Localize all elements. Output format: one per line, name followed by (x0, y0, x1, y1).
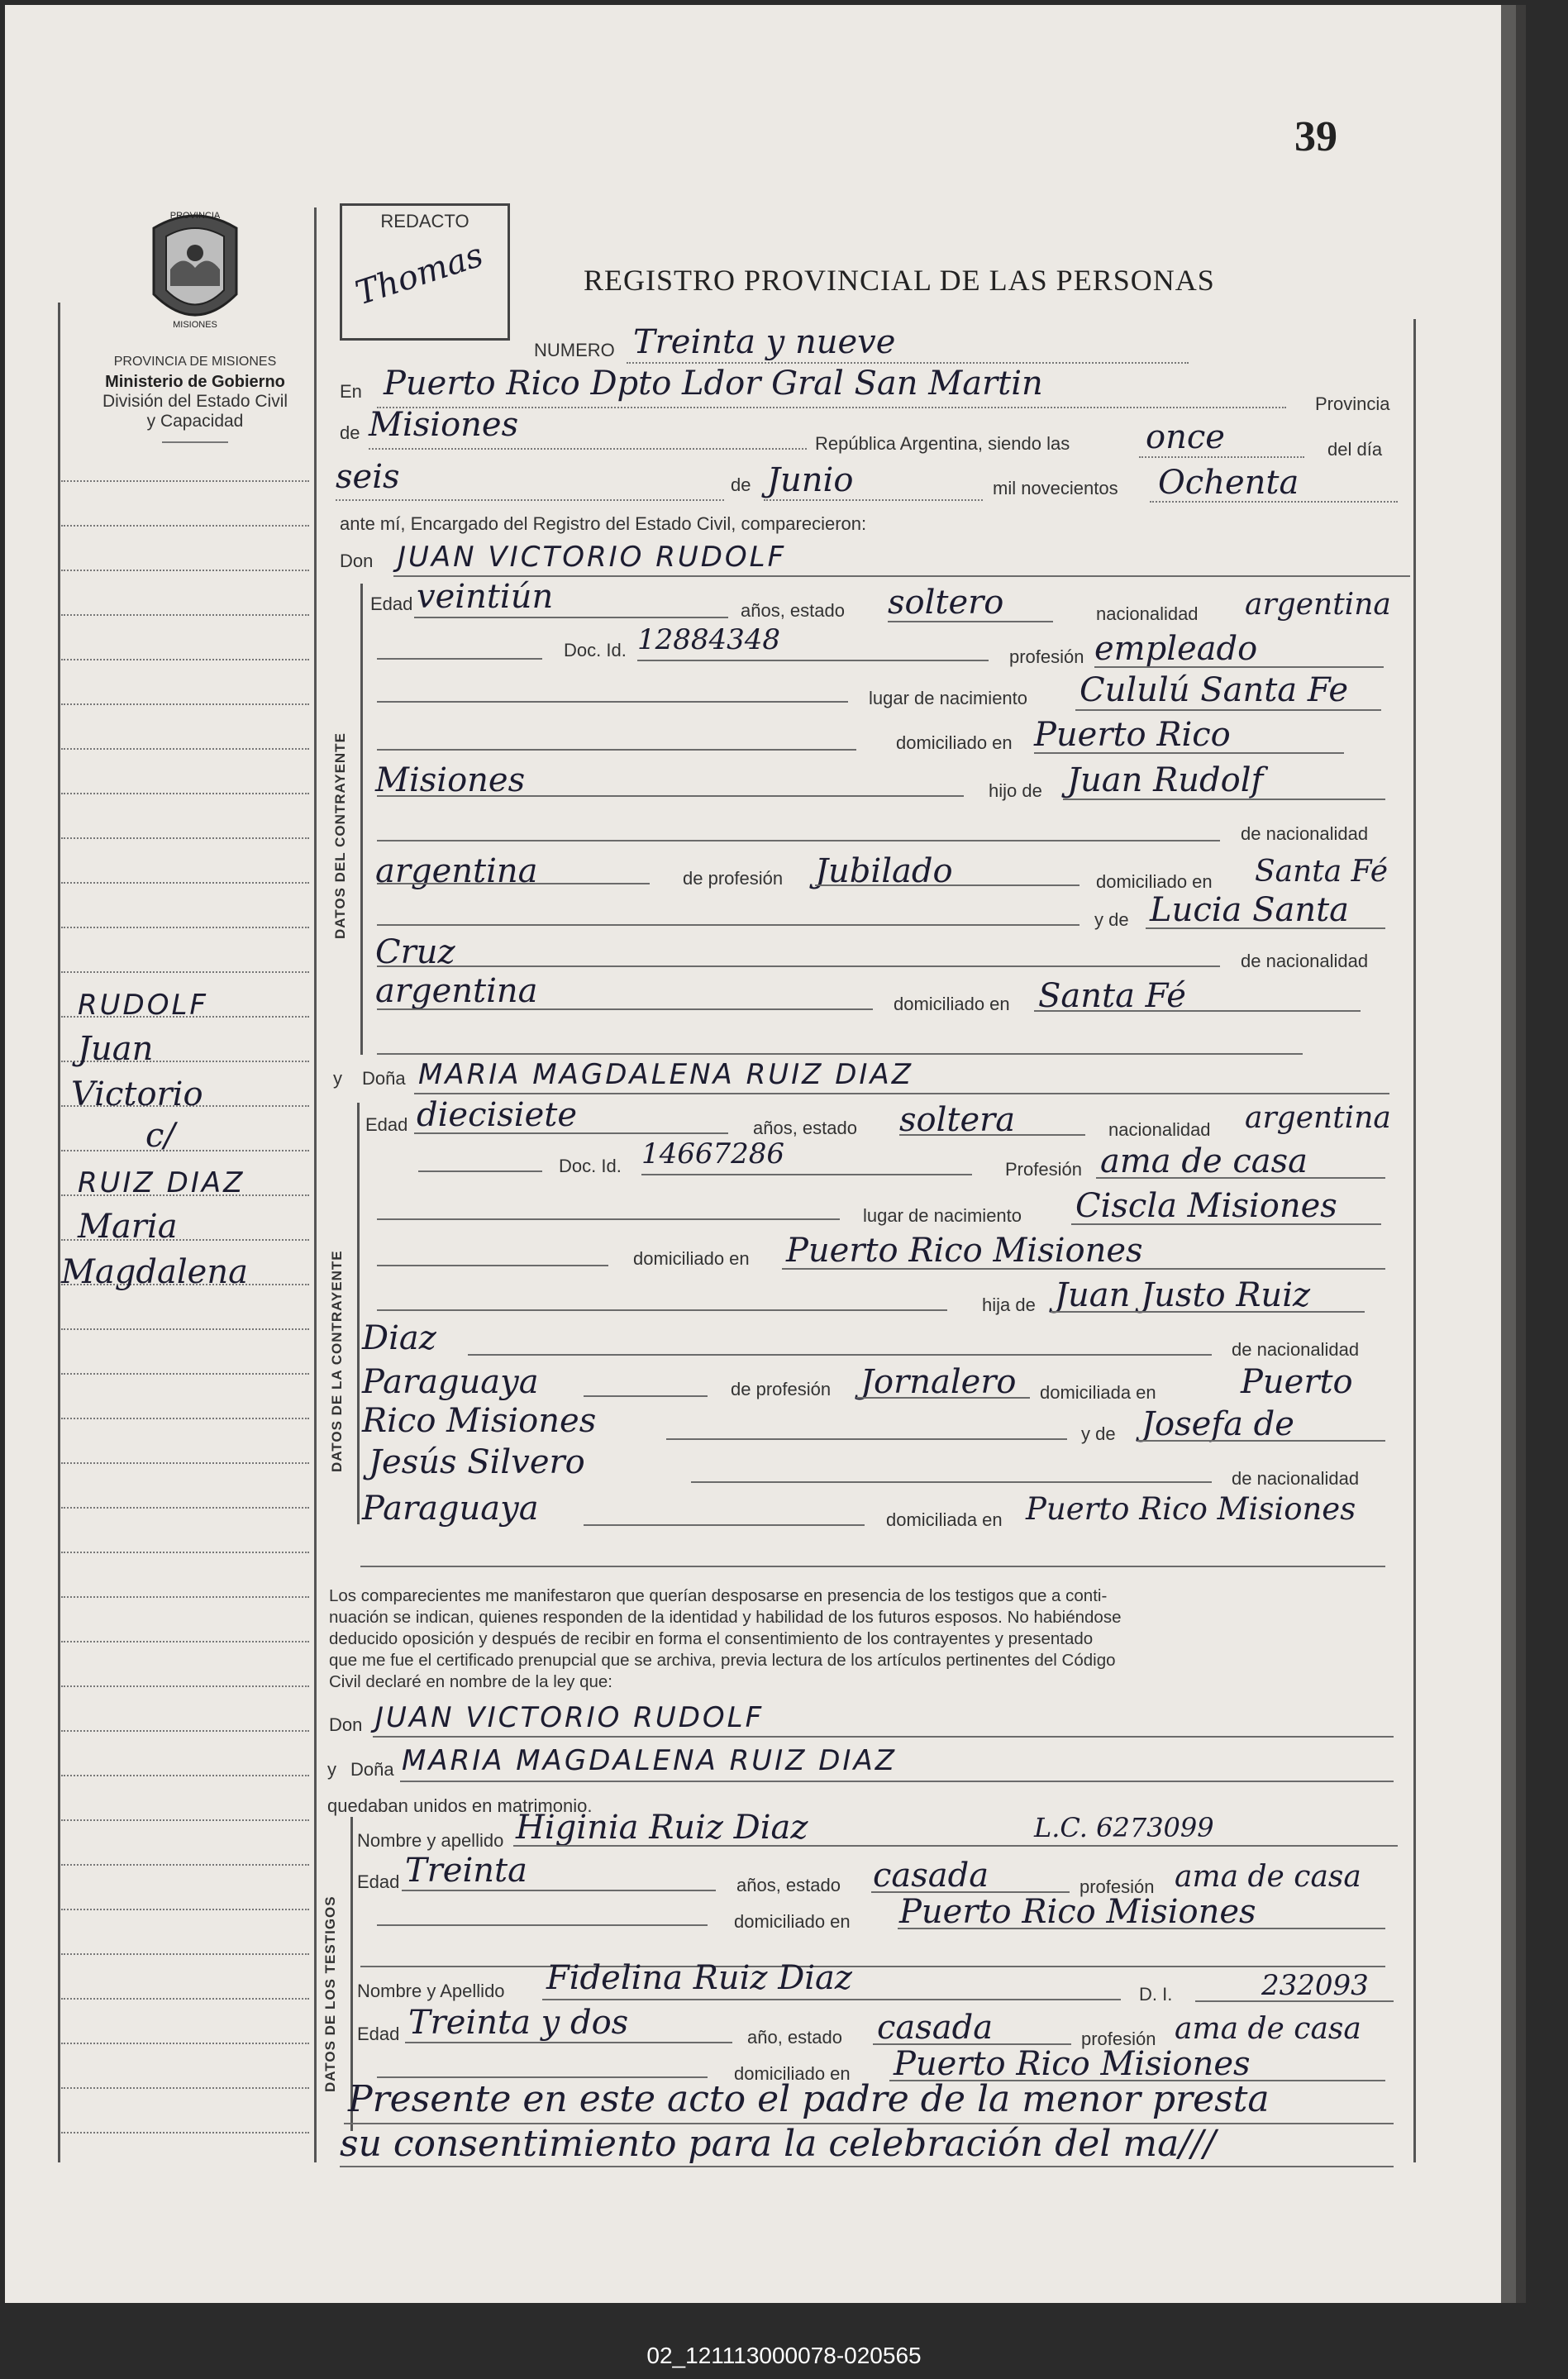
padre-nac-line-2 (584, 1395, 708, 1397)
dom-line-1 (1034, 752, 1344, 754)
de-value: Misiones (369, 406, 519, 444)
declaration-line1: Los comparecientes me manifestaron que querían desposarse en presencia de los testigos que a conti- (329, 1586, 1108, 1605)
padre2-line-2 (468, 1354, 1212, 1356)
padre-dom2-line-2 (666, 1438, 1067, 1440)
t1-nombre-label: Nombre y apellido (357, 1830, 504, 1851)
margin-rule (61, 1909, 309, 1910)
doc-line-2 (641, 1174, 972, 1175)
numero-value: Treinta y nueve (633, 323, 896, 361)
contrayente-padre-nac: argentina (375, 852, 538, 890)
dom-pre-line-1 (377, 749, 856, 751)
t2-doc-line (1195, 2000, 1394, 2002)
contrayenta-prof: ama de casa (1100, 1142, 1308, 1180)
nac-label-2: nacionalidad (1108, 1119, 1211, 1140)
margin-left-border (58, 303, 60, 2162)
t1-nombre-line (513, 1845, 1398, 1847)
dom-label-1: domiciliado en (896, 732, 1013, 753)
contrayente-dom: Puerto Rico (1034, 716, 1231, 754)
padre-prof-line-2 (856, 1397, 1030, 1399)
de-label: de (340, 422, 360, 443)
consent-note-line2: su consentimiento para la celebración del ma/// (340, 2123, 1216, 2165)
redacto-stamp (340, 203, 510, 341)
contrayente-padre-prof: Jubilado (815, 852, 953, 890)
contrayente-madre: Lucia Santa (1150, 891, 1350, 929)
republica-label: República Argentina, siendo las (815, 433, 1070, 454)
t2-nombre-value: Fidelina Ruiz Diaz (546, 1959, 852, 1997)
contrayenta-padre-dom: Puerto (1241, 1363, 1353, 1401)
t1-estado-value: casada (873, 1857, 989, 1895)
margin-conjunction: c/ (145, 1117, 175, 1155)
margin-rule (61, 703, 309, 705)
margin-rule (61, 570, 309, 571)
t1-anios-label: años, estado (736, 1875, 841, 1895)
form-right-border (1413, 319, 1416, 2162)
contrayenta-padre-2: Diaz (362, 1319, 436, 1357)
contrayenta-madre-2: Jesús Silvero (369, 1443, 585, 1481)
madre-nac-line-1 (377, 1008, 873, 1010)
padre-prof-line-1 (815, 884, 1079, 886)
margin-rule (61, 1150, 309, 1151)
t1-prof-label: profesión (1079, 1876, 1155, 1897)
del-dia-label: del día (1327, 439, 1383, 460)
declaration-paragraph (329, 1585, 1399, 1693)
nac-label-1: nacionalidad (1096, 603, 1199, 624)
numero-label: NUMERO (534, 340, 615, 360)
edad-line-2 (414, 1132, 728, 1134)
margin-rule (61, 2087, 309, 2089)
margin-name-1b: Victorio (71, 1075, 203, 1113)
margin-name-1a: Juan (78, 1030, 154, 1068)
lugar-line-2 (1071, 1223, 1381, 1225)
y-label-2: y (333, 1068, 342, 1089)
anios-label-1: años, estado (741, 600, 845, 621)
estado-line-2 (899, 1134, 1085, 1136)
stamp-signature: Thomas (350, 236, 489, 313)
t1-dom-pre-line (377, 1924, 708, 1926)
margin-rule (61, 1641, 309, 1642)
t2-dom-value: Puerto Rico Misiones (894, 2045, 1251, 2083)
margin-rule (61, 659, 309, 660)
declaration-line5: Civil declaré en nombre de la ley que: (329, 1672, 612, 1691)
doc-label-1: Doc. Id. (564, 640, 627, 660)
contrayente-madre-nac: argentina (375, 972, 538, 1010)
t2-nombre-line (542, 1999, 1121, 2000)
margin-rule (61, 1462, 309, 1464)
t2-doc-value: 232093 (1261, 1969, 1369, 2002)
madre-dom-label-2: domiciliada en (886, 1509, 1003, 1530)
margin-rule (61, 1373, 309, 1375)
lugar-line-1 (1075, 709, 1381, 711)
margin-surname-1: RUDOLF (78, 989, 208, 1022)
madre-line-2 (1137, 1440, 1385, 1442)
contrayenta-dom: Puerto Rico Misiones (786, 1232, 1143, 1270)
contrayenta-edad: diecisiete (417, 1096, 578, 1134)
agency-block (63, 352, 327, 443)
contrayenta-estado: soltera (899, 1101, 1016, 1139)
deprof-label-2: de profesión (731, 1379, 832, 1399)
contrayenta-padre-prof: Jornalero (860, 1363, 1017, 1401)
edad-label-1: Edad (370, 594, 413, 614)
padre-cont-line-1 (377, 840, 1220, 841)
t1-dom-line (898, 1928, 1385, 1929)
margin-rule (61, 1953, 309, 1955)
contrayenta-madre: Josefa de (1141, 1405, 1294, 1443)
margin-name-2b: Magdalena (61, 1253, 248, 1291)
contrayente-doc: 12884348 (637, 623, 781, 656)
margin-rule (61, 1819, 309, 1821)
madre-nac-line-2 (584, 1524, 865, 1526)
contrayenta-padre-nac: Paraguaya (362, 1363, 539, 1401)
padre-dom-label-1: domiciliado en (1096, 871, 1213, 892)
anios-label-2: años, estado (753, 1118, 857, 1138)
contrayenta-end-line (360, 1566, 1385, 1567)
decl-don-label: Don (329, 1714, 363, 1735)
don-line (393, 575, 1410, 577)
margin-rule (61, 1596, 309, 1598)
contrayenta-nac: argentina (1245, 1101, 1391, 1135)
anio-value: Ochenta (1158, 464, 1299, 502)
madre-dom-line-1 (1034, 1010, 1361, 1012)
decl-dona-line (400, 1781, 1394, 1782)
testigos-mid-line (360, 1966, 1385, 1967)
hijo-label: hijo de (989, 780, 1042, 801)
anio-line (1150, 501, 1398, 503)
edad-line-1 (414, 617, 728, 618)
margin-rule (61, 1685, 309, 1687)
madre-pre-line-1 (377, 924, 1079, 926)
t2-prof-label: profesión (1081, 2029, 1156, 2049)
dom-line-2 (782, 1268, 1385, 1270)
yde-label-1: y de (1094, 909, 1129, 930)
declaration-line3: deducido oposición y después de recibir en forma el consentimiento de los contrayentes y presentado (329, 1629, 1094, 1648)
lugar-label-1: lugar de nacimiento (869, 688, 1028, 708)
contrayente-estado: soltero (888, 584, 1004, 622)
margin-rule (61, 1998, 309, 2000)
declaration-line2: nuación se indican, quienes responden de la identidad y habilidad de los futuros esposos. No habiéndose (329, 1608, 1122, 1627)
doc-label-2: Doc. Id. (559, 1156, 622, 1176)
dia-line (336, 499, 724, 501)
t2-edad-label: Edad (357, 2024, 400, 2044)
t2-anios-label: año, estado (747, 2027, 842, 2048)
stamp-label: REDACTO (380, 211, 469, 231)
t2-edad-line (405, 2042, 732, 2043)
margin-rule (61, 1507, 309, 1509)
margin-rule (61, 480, 309, 482)
dona-line (414, 1093, 1389, 1094)
lugar-pre-line-2 (377, 1218, 840, 1220)
prof-label-2: Profesión (1005, 1159, 1082, 1180)
contrayente-end-line (377, 1053, 1303, 1055)
contrayenta-doc: 14667286 (641, 1137, 785, 1170)
contrayenta-lugar: Ciscla Misiones (1075, 1187, 1337, 1225)
dom-label-2: domiciliado en (633, 1248, 750, 1269)
decl-y-label: y (327, 1759, 336, 1780)
margin-rule (61, 1328, 309, 1330)
testigos-section-label: DATOS DE LOS TESTIGOS (322, 1895, 338, 2092)
prof-line-1 (1094, 666, 1384, 668)
hora-line (1139, 456, 1304, 458)
ante-label: ante mí, Encargado del Registro del Estado Civil, comparecieron: (340, 513, 867, 534)
margin-rule (61, 1730, 309, 1732)
dia-value: seis (336, 458, 400, 496)
margin-rule (61, 1418, 309, 1419)
t2-edad-value: Treinta y dos (408, 2004, 629, 2042)
document-title: REGISTRO PROVINCIAL DE LAS PERSONAS (584, 264, 1215, 297)
contrayente-prof: empleado (1094, 630, 1258, 668)
margin-rule (61, 971, 309, 973)
note-line2-rule (340, 2166, 1394, 2167)
agency-line1: PROVINCIA DE MISIONES (113, 355, 277, 369)
margin-rule (61, 2132, 309, 2133)
dona-label: Doña (362, 1068, 406, 1089)
lugar-label-2: lugar de nacimiento (863, 1205, 1022, 1226)
de-line (369, 448, 807, 450)
contrayente-edad: veintiún (417, 578, 554, 616)
contrayenta-section-label: DATOS DE LA CONTRAYENTE (329, 1250, 345, 1472)
t2-prof-value: ama de casa (1175, 2012, 1361, 2046)
contrayente-madre-2: Cruz (375, 933, 455, 971)
t1-prof-value: ama de casa (1175, 1860, 1361, 1894)
t2-estado-value: casada (877, 2009, 994, 2047)
hija-label: hija de (982, 1294, 1036, 1315)
decl-don-line (373, 1736, 1394, 1738)
contrayenta-padre: Juan Justo Ruiz (1055, 1276, 1311, 1314)
margin-rule (61, 2043, 309, 2044)
estado-line-1 (888, 621, 1053, 622)
madre-dom-label-1: domiciliado en (894, 994, 1010, 1014)
provincia-label: Provincia (1315, 393, 1390, 414)
declaration-line4: que me fue el certificado prenupcial que se archiva, previa lectura de los artículos pertinentes del Código (329, 1651, 1116, 1670)
contrayente-nac: argentina (1245, 588, 1391, 622)
contrayenta-bracket (357, 1103, 360, 1524)
decl-quedaban: quedaban unidos en matrimonio. (327, 1795, 593, 1816)
margin-rule (61, 882, 309, 884)
t1-lc-value: L.C. 6273099 (1034, 1812, 1214, 1843)
t2-dom-label: domiciliado en (734, 2063, 851, 2084)
doc-pre-line-1 (377, 658, 542, 660)
margin-rule (61, 614, 309, 616)
contrayente-name: JUAN VICTORIO RUDOLF (398, 541, 787, 574)
contrayente-bracket (360, 584, 363, 1055)
dom2-line-1 (377, 795, 964, 797)
contrayente-padre-dom: Santa Fé (1255, 855, 1388, 889)
register-page (5, 5, 1501, 2303)
margin-rule (61, 793, 309, 794)
deprof-label-1: de profesión (683, 868, 784, 889)
t1-edad-value: Treinta (405, 1852, 527, 1890)
hija-pre-line (377, 1309, 947, 1311)
decl-don-value: JUAN VICTORIO RUDOLF (375, 1701, 765, 1734)
yde-label-2: y de (1081, 1423, 1116, 1444)
padre-dom-label-2: domiciliada en (1040, 1382, 1156, 1403)
margin-right-border (314, 207, 317, 2162)
contrayenta-madre-nac: Paraguaya (362, 1490, 539, 1528)
dom-pre-line-2 (377, 1265, 608, 1266)
lugar-pre-line-1 (377, 701, 848, 703)
agency-line4: y Capacidad (146, 412, 244, 431)
agency-line3: División del Estado Civil (102, 392, 288, 411)
madre2-line-1 (377, 965, 1220, 967)
prof-line-2 (1096, 1177, 1385, 1179)
padre-nac-line-1 (377, 883, 650, 884)
padre-line-1 (1063, 799, 1385, 800)
page-number: 39 (1294, 113, 1337, 160)
decl-dona-label: Doña (350, 1759, 394, 1780)
contrayente-padre: Juan Rudolf (1067, 761, 1264, 799)
t2-nombre-label: Nombre y Apellido (357, 1981, 505, 2001)
crest-bottom-text: MISIONES (173, 320, 217, 330)
provincial-crest-icon (137, 203, 253, 336)
madre-nac-label-1: de nacionalidad (1241, 951, 1369, 971)
numero-line (627, 362, 1189, 364)
margin-rule (61, 1552, 309, 1553)
t1-edad-line (402, 1890, 716, 1891)
image-caption: 02_121113000078-020565 (646, 2343, 922, 2368)
denac-label-1: de nacionalidad (1241, 823, 1369, 844)
doc-line-1 (637, 660, 989, 661)
madre2-line-2 (691, 1481, 1212, 1483)
contrayenta-name: MARIA MAGDALENA RUIZ DIAZ (418, 1058, 914, 1091)
de2-label: de (731, 474, 751, 495)
margin-rule (61, 1864, 309, 1866)
denac-label-2: de nacionalidad (1232, 1339, 1360, 1360)
t1-nombre-value: Higinia Ruiz Diaz (516, 1809, 808, 1847)
madre-line-1 (1146, 927, 1385, 929)
contrayente-section-label: DATOS DEL CONTRAYENTE (332, 732, 348, 939)
contrayenta-padre-dom-2: Rico Misiones (362, 1402, 597, 1440)
margin-surname-2: RUIZ DIAZ (78, 1166, 245, 1199)
prof-label-1: profesión (1009, 646, 1084, 667)
margin-rule (61, 1775, 309, 1776)
contrayenta-madre-dom: Puerto Rico Misiones (1026, 1491, 1356, 1527)
crest-top-text: PROVINCIA (169, 211, 221, 221)
edad-label-2: Edad (365, 1114, 408, 1135)
mes-line (764, 499, 983, 501)
margin-rule (61, 837, 309, 839)
doc-pre-line-2 (418, 1170, 542, 1172)
margin-rule (61, 525, 309, 527)
contrayente-madre-dom: Santa Fé (1038, 977, 1186, 1015)
contrayente-lugar: Cululú Santa Fe (1079, 671, 1349, 709)
t1-edad-label: Edad (357, 1871, 400, 1892)
en-label: En (340, 381, 362, 402)
don-label: Don (340, 551, 374, 571)
hora-value: once (1146, 418, 1225, 456)
mes-value: Junio (767, 461, 854, 499)
t2-doc-label: D. I. (1139, 1984, 1173, 2005)
t1-dom-label: domiciliado en (734, 1911, 851, 1932)
decl-dona-value: MARIA MAGDALENA RUIZ DIAZ (402, 1744, 898, 1777)
contrayente-dom-2: Misiones (375, 761, 526, 799)
agency-line2: Ministerio de Gobierno (105, 373, 285, 391)
en-value: Puerto Rico Dpto Ldor Gral San Martin (384, 365, 1043, 403)
agency-divider (162, 441, 228, 443)
padre-line-2 (1051, 1311, 1365, 1313)
madre-nac-label-2: de nacionalidad (1232, 1468, 1360, 1489)
mil-label: mil novecientos (993, 478, 1118, 498)
margin-rule (61, 748, 309, 750)
t1-dom-value: Puerto Rico Misiones (899, 1893, 1256, 1931)
margin-name-2a: Maria (78, 1208, 178, 1246)
consent-note-line1: Presente en este acto el padre de la menor presta (348, 2078, 1270, 2120)
margin-rule (61, 927, 309, 928)
